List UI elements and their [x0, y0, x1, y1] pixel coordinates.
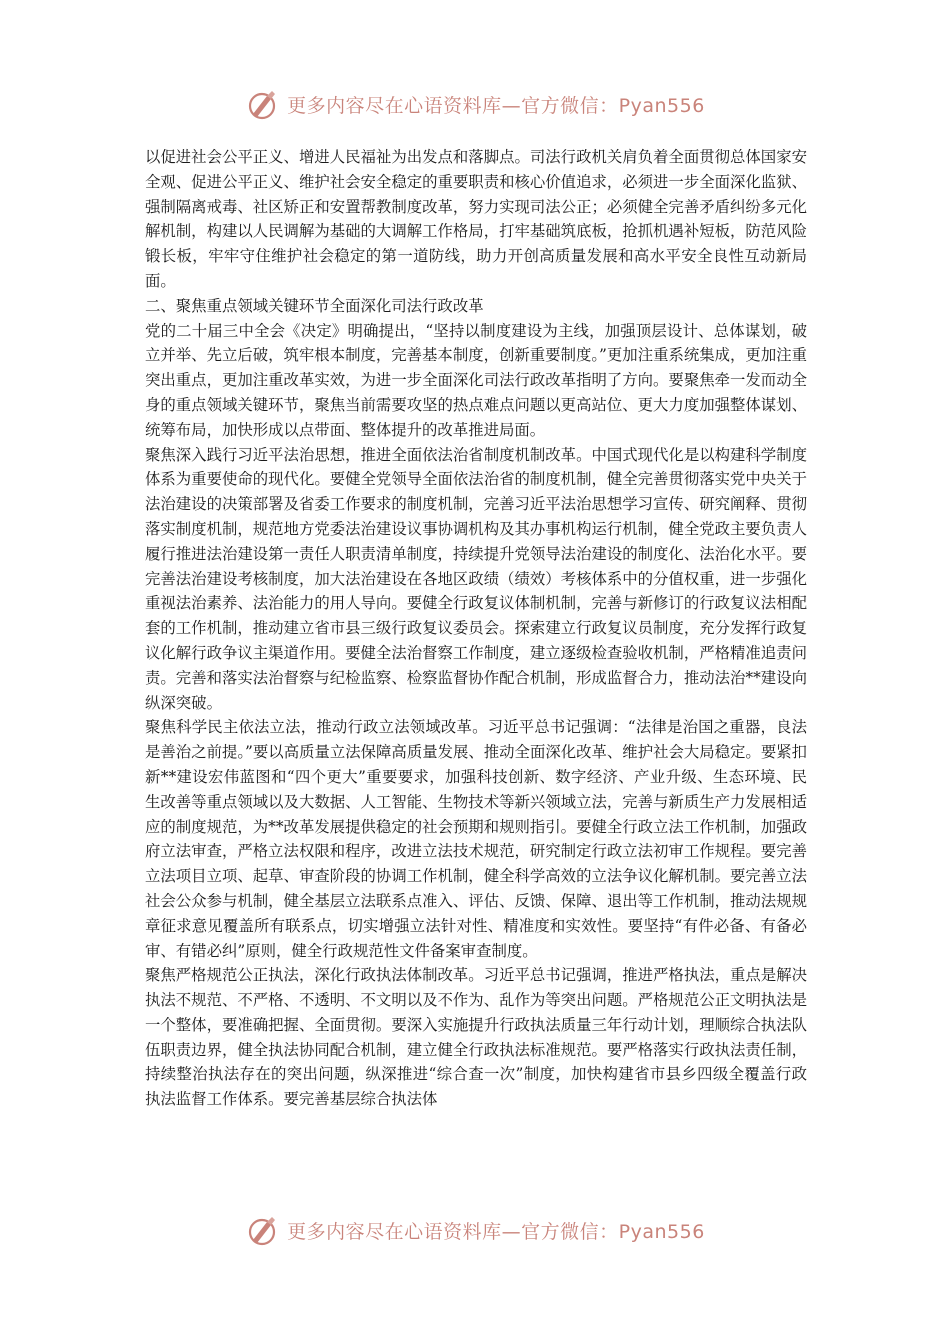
header-watermark — [0, 84, 950, 124]
pen-logo-icon — [245, 87, 279, 121]
watermark-id: Pyan556 — [618, 94, 705, 117]
paragraph-1: 以促进社会公平正义、增进人民福祉为出发点和落脚点。司法行政机关肩负着全面贯彻总体国家安全观、促进公平正义、维护社会安全稳定的重要职责和核心价值追求，必须进一步全面深化监狱、强制隔离戒毒、社区矫正和安置帮教制度改革，努力实现司法公正；必须健全完善矛盾纠纷多元化解机制，构建以人民调解为基础的大调解工作格局，打牢基础筑底板，抢抓机遇补短板，防范风险锻长板，牢牢守住维护社会稳定的第一道防线，助力开创高质量发展和高水平安全良性互动新局面。 — [145, 148, 807, 290]
pen-logo-icon — [245, 1213, 279, 1247]
paragraph-2: 党的二十届三中全会《决定》明确提出，“坚持以制度建设为主线，加强顶层设计、总体谋划，破立并举、先立后破，筑牢根本制度，完善基本制度，创新重要制度。”更加注重系统集成，更加注重突出重点，更加注重改革实效，为进一步全面深化司法行政改革指明了方向。要聚焦牵一发而动全身的重点领域关键环节，聚焦当前需要攻坚的热点难点问题以更高站位、更大力度加强整体谋划、统筹布局，加快形成以点带面、整体提升的改革推进局面。 — [145, 321, 807, 439]
document-body — [145, 145, 807, 1112]
footer-watermark — [0, 1210, 950, 1250]
watermark-id: Pyan556 — [618, 1220, 705, 1243]
paragraph-3: 聚焦深入践行习近平法治思想，推进全面依法治省制度机制改革。中国式现代化是以构建科学制度体系为重要使命的现代化。要健全党领导全面依法治省的制度机制，健全完善贯彻落实党中央关于法治建设的决策部署及省委工作要求的制度机制，完善习近平法治思想学习宣传、研究阐释、贯彻落实制度机制，规范地方党委法治建设议事协调机构及其办事机构运行机制，健全党政主要负责人履行推进法治建设第一责任人职责清单制度，持续提升党领导法治建设的制度化、法治化水平。要完善法治建设考核制度，加大法治建设在各地区政绩（绩效）考核体系中的分值权重，进一步强化重视法治素养、法治能力的用人导向。要健全行政复议体制机制，完善与新修订的行政复议法相配套的工作机制，推动建立省市县三级行政复议委员会。探索建立行政复议员制度，充分发挥行政复议化解行政争议主渠道作用。要健全法治督察工作制度，建立逐级检查验收机制，严格精准追责问责。完善和落实法治督察与纪检监察、检察监督协作配合机制，形成监督合力，推动法治**建设向纵深突破。 — [145, 445, 807, 712]
watermark-text: 更多内容尽在心语资料库—官方微信： — [287, 1220, 619, 1243]
paragraph-5: 聚焦严格规范公正执法，深化行政执法体制改革。习近平总书记强调，推进严格执法，重点是解决执法不规范、不严格、不透明、不文明以及不作为、乱作为等突出问题。严格规范公正文明执法是一个整体，要准确把握、全面贯彻。要深入实施提升行政执法质量三年行动计划，理顺综合执法队伍职责边界，健全执法协同配合机制，建立健全行政执法标准规范。要严格落实行政执法责任制，持续整治执法存在的突出问题，纵深推进“综合查一次”制度，加快构建省市县乡四级全覆盖行政执法监督工作体系。要完善基层综合执法体 — [145, 966, 807, 1109]
section-heading-2: 二、聚焦重点领域关键环节全面深化司法行政改革 — [145, 296, 484, 315]
paragraph-4: 聚焦科学民主依法立法，推动行政立法领域改革。习近平总书记强调：“法律是治国之重器，良法是善治之前提。”要以高质量立法保障高质量发展、推动全面深化改革、维护社会大局稳定。要紧扣新**建设宏伟蓝图和“四个更大”重要要求，加强科技创新、数字经济、产业升级、生态环境、民生改善等重点领域以及大数据、人工智能、生物技术等新兴领域立法，完善与新质生产力发展相适应的制度规范，为**改革发展提供稳定的社会预期和规则指引。要健全行政立法工作机制，加强政府立法审查，严格立法权限和程序，改进立法技术规范，研究制定行政立法初审工作规程。要完善立法项目立项、起草、审查阶段的协调工作机制，健全科学高效的立法争议化解机制。要完善立法社会公众参与机制，健全基层立法联系点准入、评估、反馈、保障、退出等工作机制，推动法规规章征求意见覆盖所有联系点，切实增强立法针对性、精准度和实效性。要坚持“有件必备、有备必审、有错必纠”原则，健全行政规范性文件备案审查制度。 — [145, 718, 807, 960]
watermark-text: 更多内容尽在心语资料库—官方微信： — [287, 94, 619, 117]
